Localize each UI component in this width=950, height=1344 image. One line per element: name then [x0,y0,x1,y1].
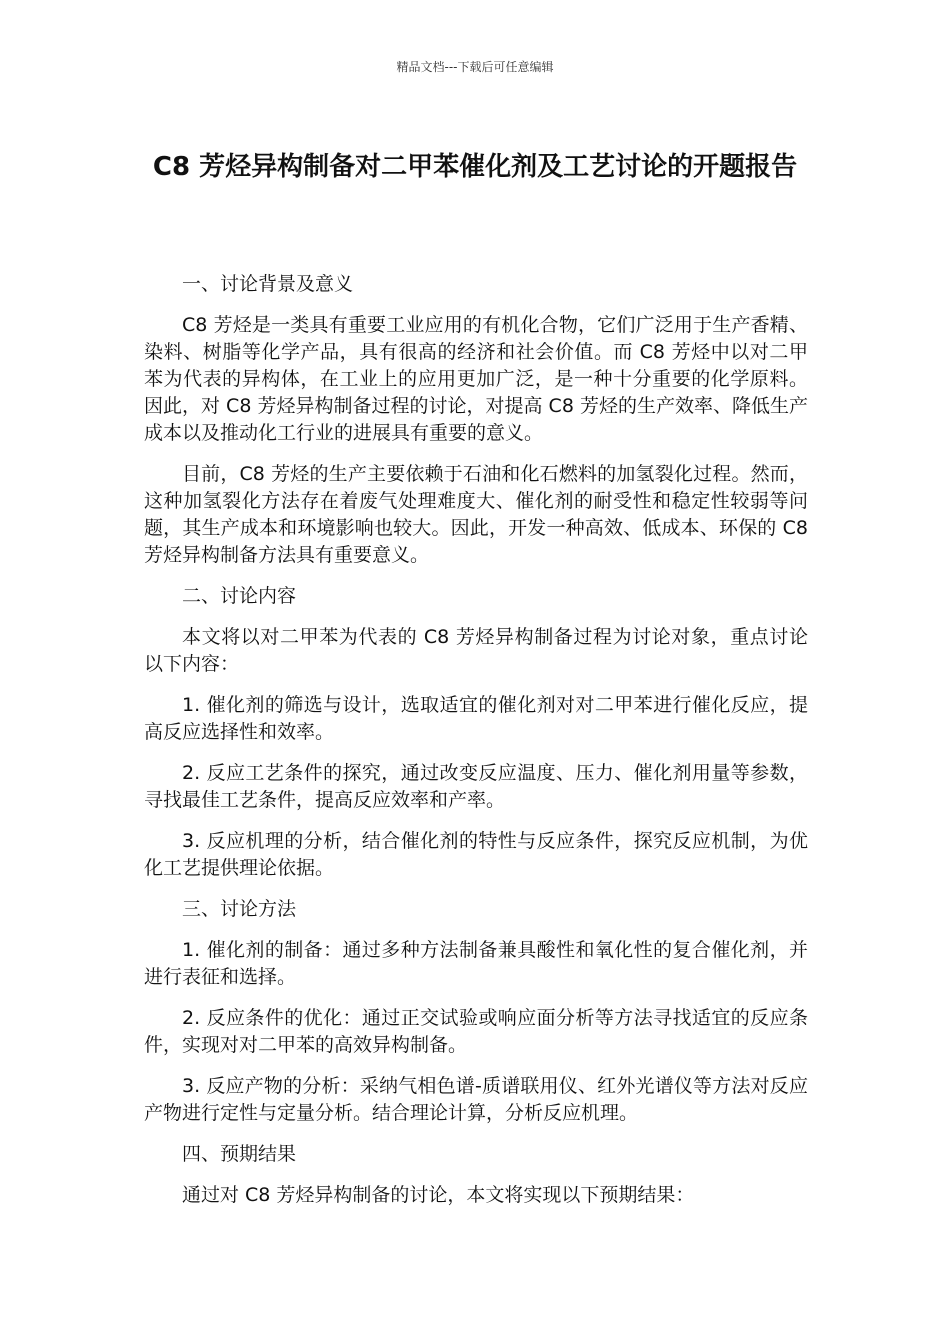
section-heading-content: 二、讨论内容 [182,585,297,607]
section-heading-methods: 三、讨论方法 [182,898,297,920]
paragraph-expected-results-intro: 通过对 C8 芳烃异构制备的讨论，本文将实现以下预期结果： [182,1184,695,1206]
list-item-methods-3: 3. 反应产物的分析：采纳气相色谱-质谱联用仪、红外光谱仪等方法对反应产物进行定性与定量分析。结合理论计算，分析反应机理。 [144,1075,808,1124]
list-item-content-1: 1. 催化剂的筛选与设计，选取适宜的催化剂对对二甲苯进行催化反应，提高反应选择性和效率。 [144,694,808,743]
paragraph-background-1: C8 芳烃是一类具有重要工业应用的有机化合物，它们广泛用于生产香精、染料、树脂等化学产品，具有很高的经济和社会价值。而 C8 芳烃中以对二甲苯为代表的异构体，在工业上的应用更加广泛，是一种十分重要的化学原料。因此，对 C8 芳烃异构制备过程的讨论，对提高 C8 芳烃的生产效率、降低生产成本以及推动化工行业的进展具有重要的意义。 [144,314,808,444]
list-item-methods-1: 1. 催化剂的制备：通过多种方法制备兼具酸性和氧化性的复合催化剂，并进行表征和选择。 [144,939,808,988]
paragraph-background-2: 目前，C8 芳烃的生产主要依赖于石油和化石燃料的加氢裂化过程。然而，这种加氢裂化方法存在着废气处理难度大、催化剂的耐受性和稳定性较弱等问题，其生产成本和环境影响也较大。因此，开发一种高效、低成本、环保的 C8 芳烃异构制备方法具有重要意义。 [144,463,808,566]
list-item-content-3: 3. 反应机理的分析，结合催化剂的特性与反应条件，探究反应机制，为优化工艺提供理论依据。 [144,830,808,879]
section-heading-background: 一、讨论背景及意义 [182,273,354,295]
document-title: C8 芳烃异构制备对二甲苯催化剂及工艺讨论的开题报告 [152,152,798,182]
list-item-methods-2: 2. 反应条件的优化：通过正交试验或响应面分析等方法寻找适宜的反应条件，实现对对二甲苯的高效异构制备。 [144,1007,808,1056]
document-body [144,271,808,1223]
page-header: 精品文档---下载后可任意编辑 [396,60,554,74]
paragraph-content-intro: 本文将以对二甲苯为代表的 C8 芳烃异构制备过程为讨论对象，重点讨论以下内容： [144,626,808,675]
section-heading-expected-results: 四、预期结果 [182,1143,297,1165]
list-item-content-2: 2. 反应工艺条件的探究，通过改变反应温度、压力、催化剂用量等参数，寻找最佳工艺条件，提高反应效率和产率。 [144,762,808,811]
